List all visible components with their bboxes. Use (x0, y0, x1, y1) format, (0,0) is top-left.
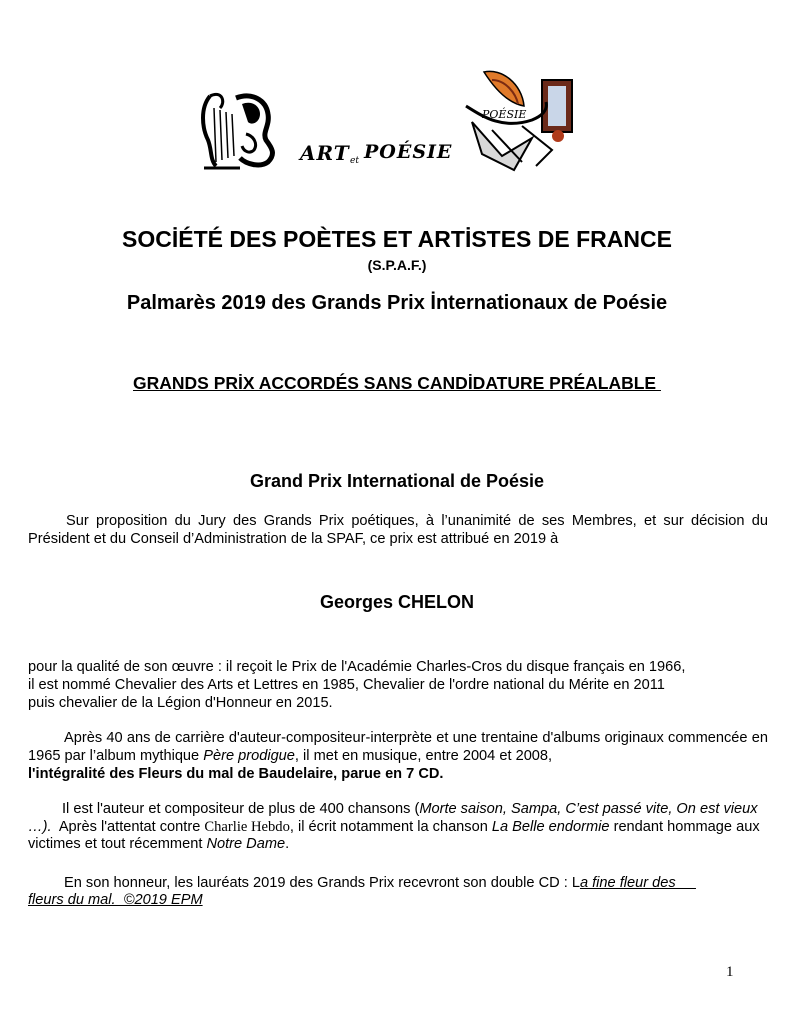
section-heading: GRANDS PRİX ACCORDÉS SANS CANDİDATURE PRÉALABLE (133, 373, 661, 393)
cd-title-line2 (28, 892, 203, 910)
art-poesie-logo (298, 136, 453, 168)
career-text-a: Après 40 ans de carrière d'auteur-compositeur-interprète et une trentaine d'albums originaux commencée en 1965 par l’album mythique (28, 730, 768, 764)
songs-text-e: . (285, 836, 290, 852)
songs-text-d: rendant hommage aux victimes et tout récemment (28, 818, 760, 852)
honor-text: En son honneur, les lauréats 2019 des Grands Prix recevront son double CD : L (64, 875, 580, 891)
svg-text:ART: ART (300, 141, 350, 165)
page-acronym: (S.P.A.F.) (367, 257, 427, 273)
songs-text-b: Après l'attentat contre (51, 818, 205, 835)
svg-text:POÉSIE: POÉSIE (482, 108, 527, 121)
cd-title-part2: fleurs du mal. ©2019 EPM (28, 892, 203, 908)
lyre-logo (196, 88, 282, 172)
prize-intro (28, 513, 768, 548)
svg-text:POÉSIE: POÉSIE (364, 141, 453, 163)
p1-line-2: il est nommé Chevalier des Arts et Lettres en 1985, Chevalier de l'ordre national du Mérite en 2011 (28, 677, 665, 693)
page-subtitle: Palmarès 2019 des Grands Prix İnternationaux de Poésie (126, 292, 668, 314)
song-belle-endormie: La Belle endormie (491, 818, 610, 835)
charlie-hebdo: Charlie Hebdo (204, 818, 290, 835)
notre-dame: Notre Dame (206, 836, 286, 852)
cd-title-part1: a fine fleur des (579, 875, 696, 891)
laureate-name: Georges CHELON (319, 592, 475, 612)
honor-line (64, 875, 696, 893)
p1-line-3: puis chevalier de la Légion d'Honneur en 2015. (28, 695, 333, 711)
svg-text:et: et (350, 156, 359, 166)
prize-intro-text: Sur proposition du Jury des Grands Prix poétiques, à l’unanimité de ses Membres, et sur décision du Président et du Conseil d’Administration de la SPAF, ce prix est attribué en 2019 à (28, 513, 768, 547)
poesie-quill-logo (462, 66, 578, 178)
fleurs-du-mal-statement: l'intégralité des Fleurs du mal de Baudelaire, parue en 7 CD. (28, 766, 444, 782)
songs-text-c: , il écrit notamment la chanson (289, 818, 492, 835)
album-title: Père prodigue (203, 747, 295, 764)
career-paragraph (28, 730, 768, 765)
prize-name: Grand Prix International de Poésie (249, 471, 545, 491)
song-list: Morte saison, Sampa, C’est passé vite, On est vieux …). (28, 801, 758, 835)
page-title: SOCİÉTÉ DES POÈTES ET ARTİSTES DE FRANCE (122, 226, 672, 252)
songs-text-a: Il est l'auteur et compositeur de plus de 400 chansons ( (62, 801, 420, 817)
songs-paragraph (28, 801, 768, 854)
p1-line-1: pour la qualité de son œuvre : il reçoit le Prix de l'Académie Charles-Cros du disque français en 1966, (28, 659, 686, 675)
career-text-b: , il met en musique, entre 2004 et 2008, (294, 747, 553, 764)
page-number: 1 (726, 964, 734, 980)
